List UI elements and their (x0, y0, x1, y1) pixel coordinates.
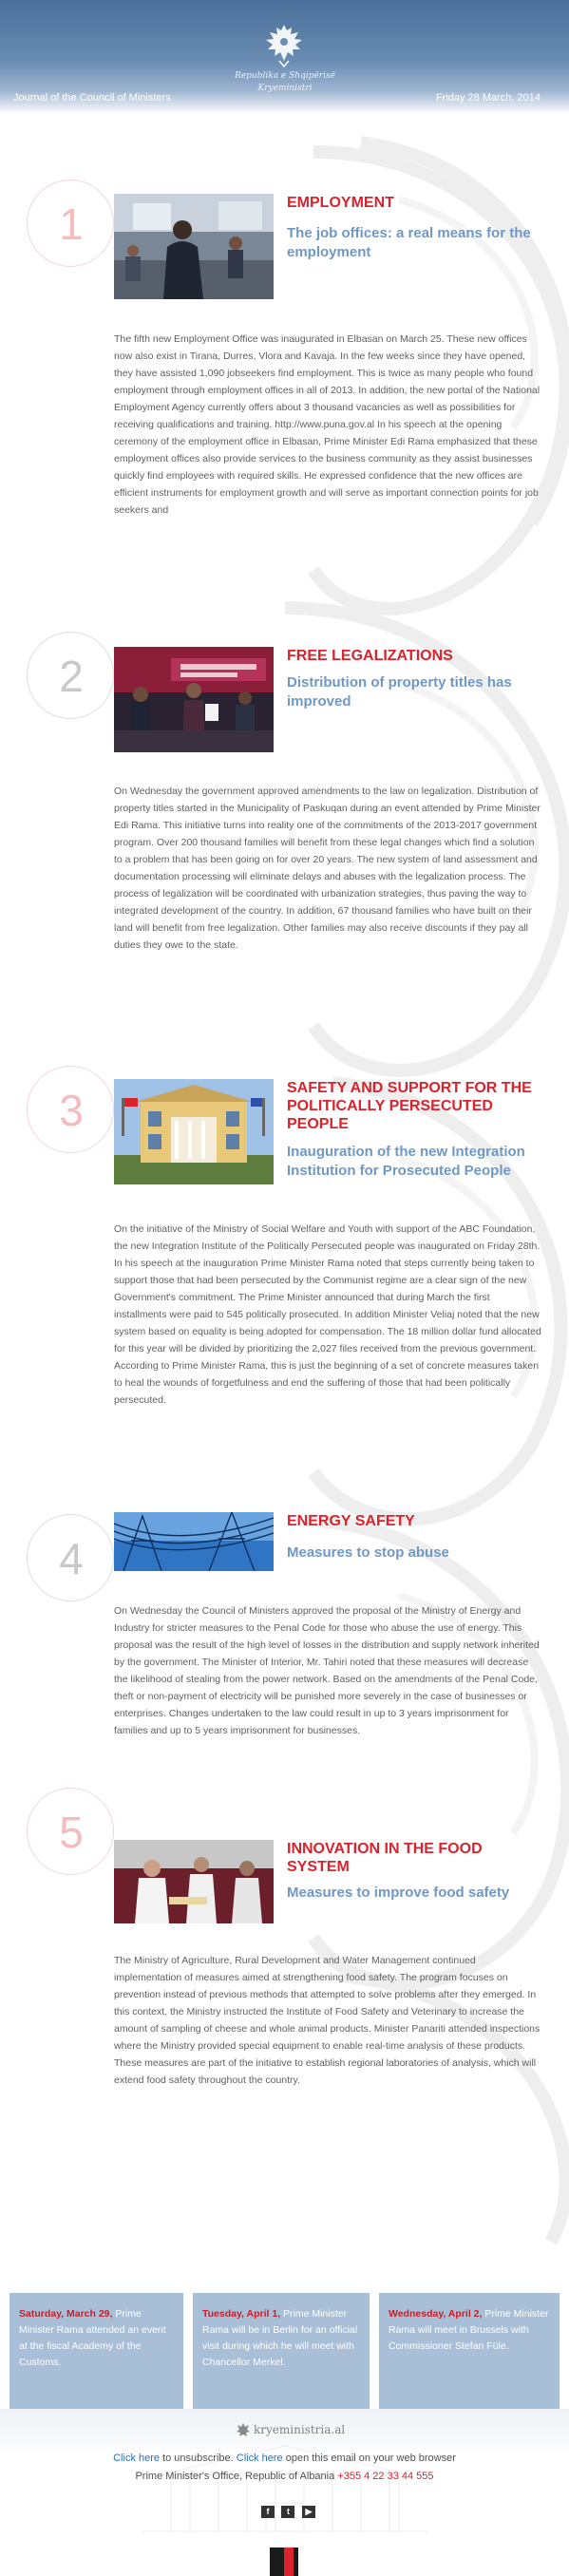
unsubscribe-link[interactable]: Click here (113, 2453, 161, 2464)
article-body: On Wednesday the government approved amendments to the law on legalization. Distribution of property titles started in the Municipality of Paskuqan during an event attended by Prime Minister Edi Rama. This initiative turns into reality one of the commitments of the 2013-2017 government program. Over 200 thousand families will benefit from these legal changes which find a solution to a problem that has been going on for over 20 years. The new system of land assessment and documentation processing will eliminate delays and abuses with the legalization process. The process of legalization will be coordinated with urbanization strategies, thus paving the way to integrated development of the country. In addition, 67 thousand families who have built on their land will benefit from free legalization. Other families may also receive discounts if they pay all duties they owe to the state. (114, 786, 541, 951)
event-panel-1 (9, 2293, 183, 2409)
article-number-badge (27, 632, 114, 719)
event-date: Wednesday, April 2, (389, 2308, 483, 2320)
footer-contact (0, 2471, 569, 2482)
article-number: 1 (59, 199, 84, 249)
article-category: EMPLOYMENT (287, 195, 394, 211)
bottom-flag-bar-red (284, 2548, 294, 2576)
article-headline[interactable]: The job offices: a real means for the employment (287, 225, 531, 260)
article-headline[interactable]: Inauguration of the new Integration Institution for Prosecuted People (287, 1144, 525, 1179)
article-headline[interactable]: Measures to improve food safety (287, 1885, 510, 1901)
article-number-badge (27, 180, 114, 267)
emblem-caption (190, 70, 380, 95)
article-category: FREE LEGALIZATIONS (287, 648, 453, 664)
eagle-emblem-icon (262, 21, 306, 68)
integration-institute-building-photo[interactable] (114, 1079, 274, 1184)
article-category: INNOVATION IN THE FOOD SYSTEM (287, 1841, 483, 1875)
footer-logo-text[interactable]: kryeministria.al (254, 2423, 346, 2436)
event-panel-3 (379, 2293, 560, 2409)
facebook-icon[interactable]: f (261, 2506, 275, 2518)
legalization-event-photo[interactable] (114, 647, 274, 752)
footer-links (0, 2453, 569, 2464)
article-headline[interactable]: Measures to stop abuse (287, 1544, 449, 1561)
employment-office-photo[interactable] (114, 194, 274, 299)
article-body: On the initiative of the Ministry of Social Welfare and Youth with support of the ABC Foundation, the new Integration Institute of the Politically Persecuted people was inaugurated on Friday 28th. In his speech at the inauguration Prime Minister Rama noted that steps currently being taken to support those that had been persecuted by the Communist regime are a clear sign of the new Government's commitment. The Prime Minister announced that during March the first installments were paid to 545 politically prosecuted. In addition Minister Veliaj noted that the new system based on equality is being adopted for compensation. The 18 million dollar fund allocated for this year will be divided by prioritizing the 2,027 files received from the previous government. According to Prime Minister Rama, this is just the beginning of a set of concrete measures taken to heal the wounds of forgetfulness and end the suffering of those that had been politically persecuted. (114, 1223, 541, 1406)
article-category: ENERGY SAFETY (287, 1513, 415, 1529)
event-text: Prime Minister Rama attended an event at the fiscal Academy of the Customs. (19, 2308, 166, 2368)
article-number-badge (27, 1788, 114, 1875)
article-number: 2 (59, 652, 84, 701)
event-date: Saturday, March 29, (19, 2308, 113, 2320)
emblem-caption-line-1: Republika e Shqipërisë (235, 71, 335, 81)
article-number-badge (27, 1514, 114, 1601)
article-category: SAFETY AND SUPPORT FOR THE POLITICALLY PERSECUTED PEOPLE (287, 1080, 532, 1132)
power-lines-photo[interactable] (114, 1512, 274, 1571)
article-number: 5 (59, 1808, 84, 1857)
emblem-caption-line-2: Kryeministri (257, 84, 313, 93)
event-text: Prime Minister Rama will be in Berlin for an official visit during which he will meet with Chancellor Merkel. (202, 2308, 358, 2368)
journal-title: Journal of the Council of Ministers (13, 92, 171, 104)
browser-view-text: open this email on your web browser (285, 2453, 456, 2464)
article-body: The Ministry of Agriculture, Rural Development and Water Management continued implementation of measures aimed at strengthening food safety. The program focuses on prevention instead of previous methods that attempted to solve problems after they emerged. In this context, the Ministry instructed the Institute of Food Safety and Veterinary to increase the amount of sampling of cheese and whole animal products. Minister Panariti attended inspections where the Ministry provided special equipment to enable real-time analysis of these products. These measures are part of the initiative to establish regional laboratories of analysis, which will extend food safety throughout the country. (114, 1955, 541, 2086)
phone-number[interactable]: +355 4 22 33 44 555 (337, 2471, 434, 2482)
event-text: Prime Minister Rama will meet in Brussels with Commissioner Stefan Füle. (389, 2308, 549, 2352)
social-links (261, 2502, 318, 2514)
article-number: 3 (59, 1086, 84, 1135)
issue-date: Friday 28 March, 2014 (435, 92, 541, 104)
office-text: Prime Minister's Office, Republic of Albania (135, 2471, 335, 2482)
browser-view-link[interactable]: Click here (236, 2453, 283, 2464)
twitter-icon[interactable]: t (281, 2506, 294, 2518)
article-body: On Wednesday the Council of Ministers approved the proposal of the Ministry of Energy and Industry for stricter measures to the Penal Code for those who abuse the use of energy. This proposal was the result of the high level of losses in the distribution and supply network inherited by the government. The Minister of Interior, Mr. Tahiri noted that these measures will decrease the likelihood of stealing from the power network. Based on the amendments of the Penal Code, theft or non-payment of electricity will be punished more severely in the case of businesses or enterprises. Changes undertaken to the law could result in up to 3 years imprisonment for families and up to 5 years imprisonment for businesses. (114, 1605, 540, 1736)
eagle-logo-icon (236, 2422, 251, 2439)
youtube-icon[interactable]: ▶ (302, 2506, 315, 2518)
article-number: 4 (59, 1534, 84, 1583)
event-panel-2 (193, 2293, 370, 2409)
article-body: The fifth new Employment Office was inaugurated in Elbasan on March 25. These new offices now also exist in Tirana, Durres, Vlora and Kavaja. In the few weeks since they have opened, they have assisted 1,090 jobseekers find employment. This is twice as many people who found employment through employment offices in all of 2013. In addition, the new portal of the National Employment Agency currently offers about 3 thousand vacancies as well as possibilities for receiving qualifications and training. http://www.puna.gov.al In his speech at the opening ceremony of the employment office in Elbasan, Prime Minister Edi Rama emphasized that these employment offices also provide services to the business community as they assist businesses quickly find employees with required skills. He expressed confidence that the new offices are efficient instruments for employment growth and will serve as important connection points for job seekers and (114, 333, 541, 516)
unsubscribe-text: to unsubscribe. (162, 2453, 234, 2464)
article-number-badge (27, 1066, 114, 1153)
article-headline[interactable]: Distribution of property titles has improved (287, 674, 512, 710)
event-date: Tuesday, April 1, (202, 2308, 281, 2320)
food-lab-photo[interactable] (114, 1840, 274, 1923)
